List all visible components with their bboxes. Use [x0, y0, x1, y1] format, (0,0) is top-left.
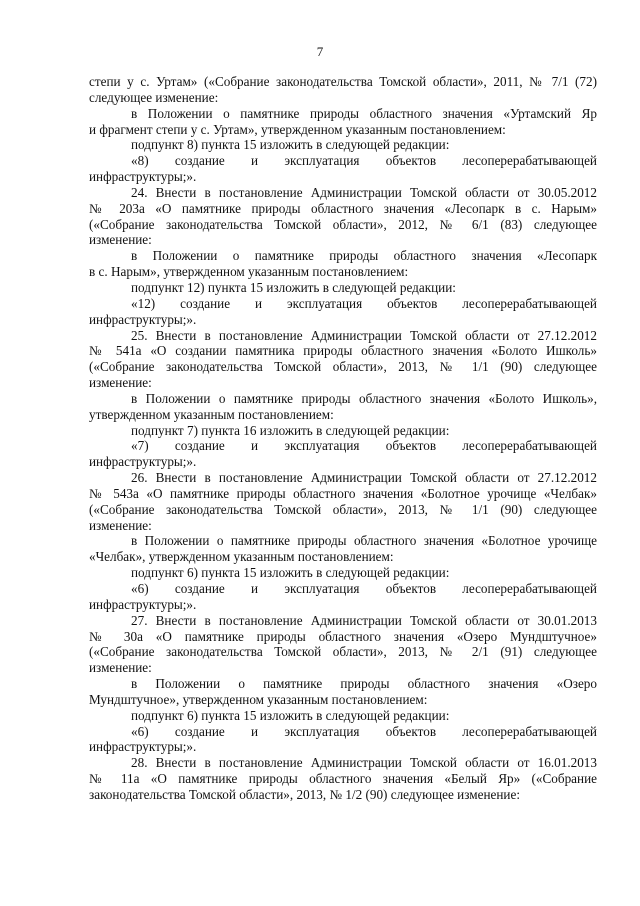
text-line: в Положении о памятнике природы областного значения «Озеро	[131, 676, 597, 692]
text-line: подпункт 7) пункта 16 изложить в следующей редакции:	[131, 422, 450, 438]
text-line: в с. Нарым», утвержденном указанным постановлением:	[89, 264, 409, 280]
text-line: 26. Внести в постановление Администрации Томской области от 27.12.2012	[131, 470, 597, 486]
text-line: законодательства Томской области», 2013, № 1/2 (90) следующее изменение:	[89, 786, 520, 802]
text-line: («Собрание законодательства Томской области», 2013, № 2/1 (91) следующее	[89, 644, 597, 660]
text-line: № 203а «О памятнике природы областного значения «Лесопарк в с. Нарым»	[89, 200, 597, 216]
document-body	[89, 74, 597, 803]
text-line: инфраструктуры;».	[89, 169, 197, 185]
text-line: «6) создание и эксплуатация объектов лесоперерабатывающей	[131, 581, 597, 596]
text-line: 28. Внести в постановление Администрации Томской области от 16.01.2013	[131, 755, 597, 771]
text-line: № 541а «О создании памятника природы областного значения «Болото Ишколь»	[89, 343, 597, 359]
text-line: 25. Внести в постановление Администрации Томской области от 27.12.2012	[131, 327, 597, 343]
text-line: («Собрание законодательства Томской области», 2013, № 1/1 (90) следующее	[89, 359, 597, 375]
page-number: 7	[316, 44, 324, 59]
text-line: изменение:	[89, 517, 152, 533]
text-line: подпункт 6) пункта 15 изложить в следующей редакции:	[131, 707, 450, 723]
text-line: утвержденном указанным постановлением:	[89, 406, 334, 422]
text-line: № 30а «О памятнике природы областного значения «Озеро Мундштучное»	[89, 628, 597, 644]
text-line: «8) создание и эксплуатация объектов лесоперерабатывающей	[131, 153, 597, 169]
text-line: подпункт 6) пункта 15 изложить в следующей редакции:	[131, 565, 450, 581]
text-line: степи у с. Уртам» («Собрание законодательства Томской области», 2011, № 7/1 (72)	[89, 74, 597, 89]
text-line: инфраструктуры;».	[89, 454, 197, 470]
text-line: («Собрание законодательства Томской области», 2013, № 1/1 (90) следующее	[89, 501, 597, 517]
text-line: подпункт 8) пункта 15 изложить в следующей редакции:	[131, 137, 450, 153]
text-line: № 11а «О памятнике природы областного значения «Белый Яр» («Собрание	[89, 771, 597, 787]
text-line: № 543а «О памятнике природы областного значения «Болотное урочище «Челбак»	[89, 485, 597, 501]
text-line: изменение:	[89, 660, 152, 676]
text-line: в Положении о памятнике природы областного значения «Уртамский Яр	[131, 105, 597, 121]
text-line: в Положении о памятнике природы областного значения «Болото Ишколь»,	[131, 390, 597, 406]
text-line: в Положении о памятнике природы областного значения «Болотное урочище	[131, 533, 597, 549]
text-line: Мундштучное», утвержденном указанным постановлением:	[89, 691, 428, 707]
text-line: подпункт 12) пункта 15 изложить в следующей редакции:	[131, 279, 456, 295]
text-line: инфраструктуры;».	[89, 596, 197, 612]
text-line: 27. Внести в постановление Администрации Томской области от 30.01.2013	[131, 612, 597, 628]
text-line: изменение:	[89, 375, 152, 391]
text-line: 24. Внести в постановление Администрации Томской области от 30.05.2012	[131, 184, 597, 200]
text-line: в Положении о памятнике природы областного значения «Лесопарк	[131, 248, 597, 264]
text-line: и фрагмент степи у с. Уртам», утвержденном указанным постановлением:	[89, 121, 506, 137]
text-line: «6) создание и эксплуатация объектов лесоперерабатывающей	[131, 723, 597, 739]
text-line: («Собрание законодательства Томской области», 2012, № 6/1 (83) следующее	[89, 216, 597, 232]
text-line: инфраструктуры;».	[89, 739, 197, 755]
text-line: «12) создание и эксплуатация объектов лесоперерабатывающей	[131, 295, 597, 311]
text-line: следующее изменение:	[89, 89, 219, 105]
text-line: «Челбак», утвержденном указанным постановлением:	[89, 549, 394, 565]
text-line: «7) создание и эксплуатация объектов лесоперерабатывающей	[131, 438, 597, 454]
text-line: инфраструктуры;».	[89, 311, 197, 327]
text-line: изменение:	[89, 232, 152, 248]
